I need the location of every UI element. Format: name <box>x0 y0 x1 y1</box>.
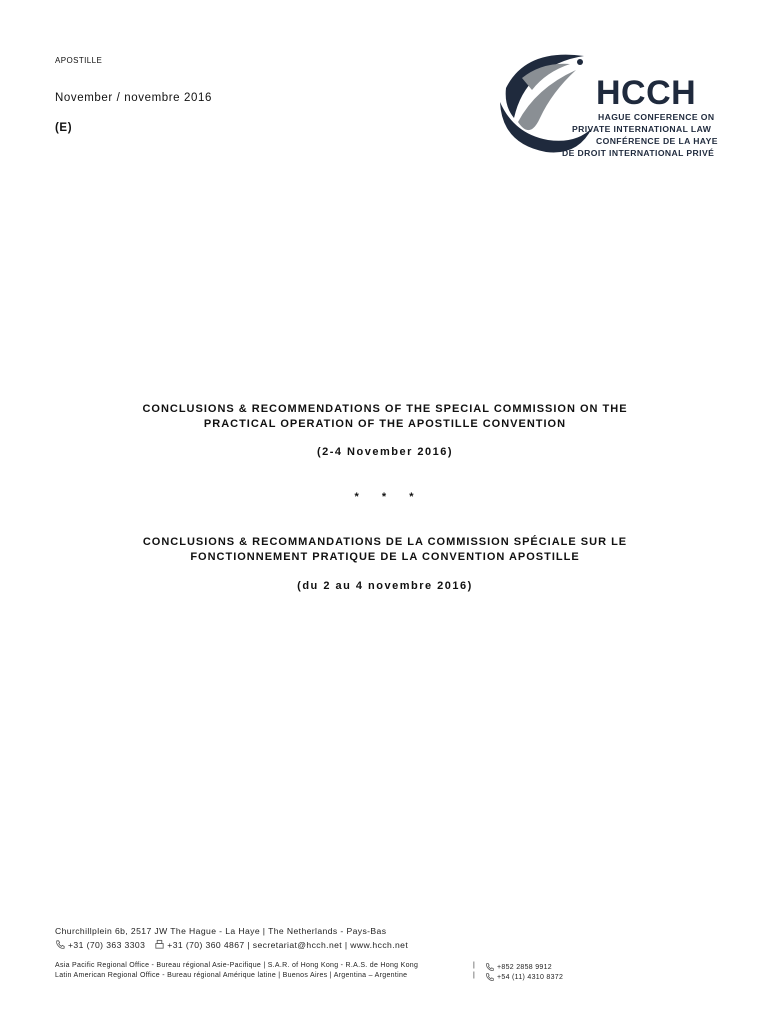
logo-line-3: CONFÉRENCE DE LA HAYE <box>596 136 718 146</box>
english-title-line-1: CONCLUSIONS & RECOMMENDATIONS OF THE SPECIAL COMMISSION ON THE <box>142 403 628 415</box>
latam-phone: +54 (11) 4310 8372 <box>497 973 564 981</box>
separator-star: * <box>354 491 361 503</box>
fax-icon <box>154 939 165 950</box>
footer-address: Churchillplein 6b, 2517 JW The Hague - La Haye | The Netherlands - Pays-Bas <box>55 926 387 936</box>
separator-star: * <box>381 491 389 503</box>
latam-phone-group <box>485 972 563 982</box>
logo-abbreviation: HCCH <box>596 74 697 112</box>
logo-line-1: HAGUE CONFERENCE ON <box>598 112 715 122</box>
phone-icon <box>55 939 66 950</box>
document-tag: APOSTILLE <box>55 56 103 65</box>
footer-contact <box>55 939 408 950</box>
asia-phone-group <box>485 962 552 972</box>
phone-icon <box>485 962 495 972</box>
logo-line-2: PRIVATE INTERNATIONAL LAW <box>572 124 712 134</box>
asia-office-text: Asia Pacific Regional Office - Bureau régional Asie-Pacifique | S.A.R. of Hong Kong - R.A.S. de Hong Kong <box>55 962 419 969</box>
asia-office-row <box>55 962 418 969</box>
section-separator <box>60 491 710 503</box>
hcch-logo <box>496 48 728 164</box>
french-title-line-1: CONCLUSIONS & RECOMMANDATIONS DE LA COMMISSION SPÉCIALE SUR LE <box>142 536 628 548</box>
english-dates: (2-4 November 2016) <box>316 446 454 458</box>
english-title-line-2: PRACTICAL OPERATION OF THE APOSTILLE CONVENTION <box>203 418 567 430</box>
latam-office-text: Latin American Regional Office - Bureau régional Amérique latine | Buenos Aires | Argentina – Argentine <box>55 972 408 979</box>
french-title <box>60 535 710 565</box>
logo-line-4: DE DROIT INTERNATIONAL PRIVÉ <box>562 148 715 158</box>
language-code: (E) <box>55 122 73 134</box>
asia-separator: | <box>473 962 476 969</box>
english-title <box>60 402 710 432</box>
footer-fax-and-links: +31 (70) 360 4867 | secretariat@hcch.net | www.hcch.net <box>167 939 409 950</box>
document-date: November / novembre 2016 <box>55 92 212 104</box>
french-dates: (du 2 au 4 novembre 2016) <box>297 580 473 592</box>
latam-office-row <box>55 972 407 979</box>
footer-phone: +31 (70) 363 3303 <box>68 939 146 950</box>
french-title-line-2: FONCTIONNEMENT PRATIQUE DE LA CONVENTION APOSTILLE <box>190 551 580 563</box>
hcch-globe-icon <box>496 48 596 164</box>
asia-phone: +852 2858 9912 <box>497 963 553 971</box>
latam-separator: | <box>473 972 476 979</box>
separator-star: * <box>409 491 416 503</box>
phone-icon <box>485 972 495 982</box>
